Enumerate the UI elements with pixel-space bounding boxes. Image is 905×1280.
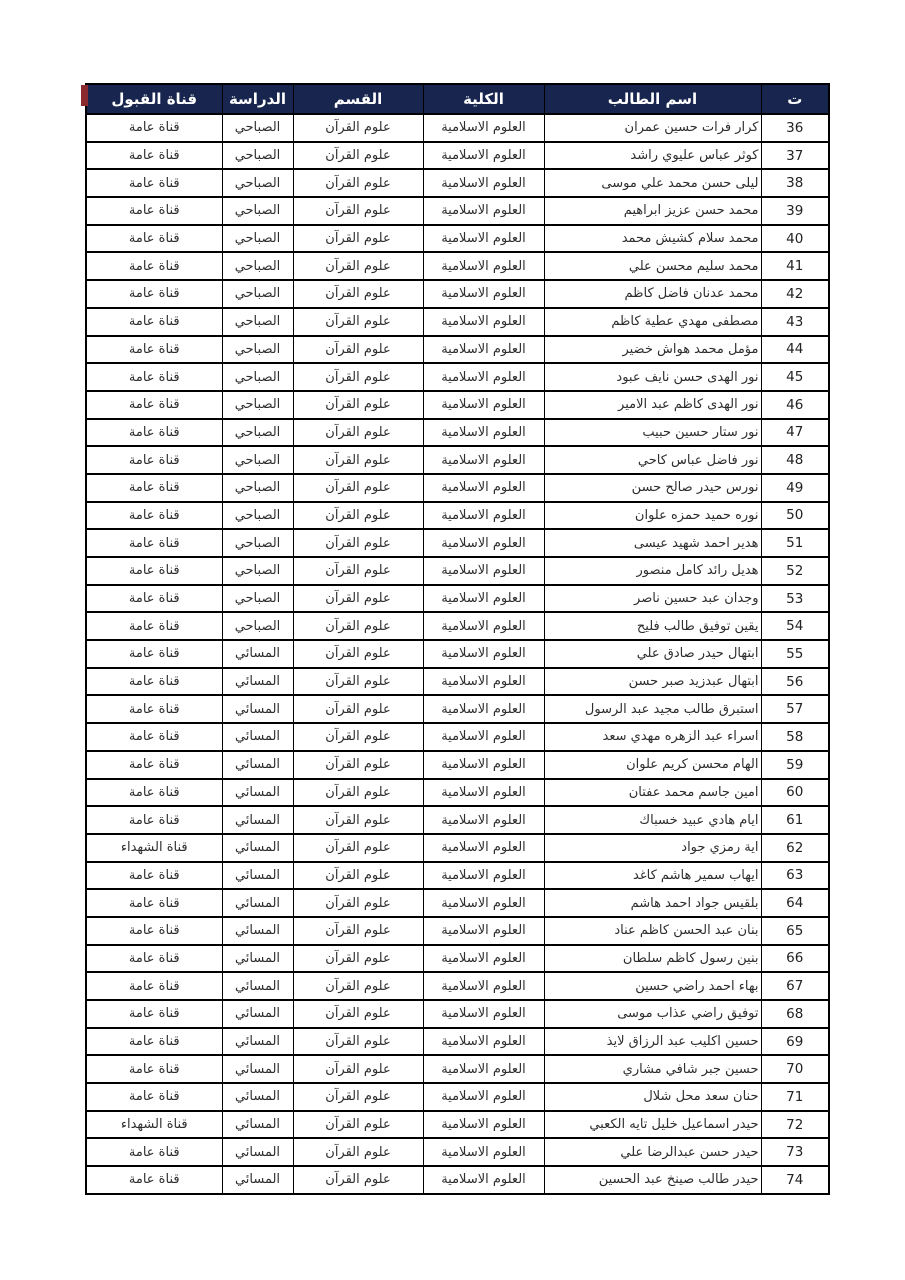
row-number: 62: [761, 834, 829, 862]
department: علوم القرآن: [293, 723, 423, 751]
table-row: [86, 585, 829, 613]
college: العلوم الاسلامية: [423, 446, 544, 474]
college: العلوم الاسلامية: [423, 169, 544, 197]
college: العلوم الاسلامية: [423, 363, 544, 391]
department: علوم القرآن: [293, 972, 423, 1000]
admission-channel: قناة عامة: [86, 252, 222, 280]
study-type: المسائي: [222, 1166, 293, 1194]
table-row: [86, 1000, 829, 1028]
admission-channel: قناة عامة: [86, 502, 222, 530]
study-type: المسائي: [222, 917, 293, 945]
department: علوم القرآن: [293, 1138, 423, 1166]
student-name: كرار فرات حسين عمران: [544, 114, 761, 142]
study-type: الصباحي: [222, 557, 293, 585]
table-row: [86, 779, 829, 807]
college: العلوم الاسلامية: [423, 1000, 544, 1028]
admission-channel: قناة عامة: [86, 225, 222, 253]
table-row: [86, 1055, 829, 1083]
department: علوم القرآن: [293, 336, 423, 364]
admission-channel: قناة عامة: [86, 142, 222, 170]
row-number: 52: [761, 557, 829, 585]
student-name: ليلى حسن محمد علي موسى: [544, 169, 761, 197]
header-number: ت: [761, 84, 829, 114]
college: العلوم الاسلامية: [423, 225, 544, 253]
student-name: اسراء عبد الزهره مهدي سعد: [544, 723, 761, 751]
row-number: 67: [761, 972, 829, 1000]
department: علوم القرآن: [293, 1111, 423, 1139]
study-type: المسائي: [222, 695, 293, 723]
study-type: المسائي: [222, 1138, 293, 1166]
row-number: 55: [761, 640, 829, 668]
student-name: ايام هادي عبيد خسباك: [544, 806, 761, 834]
student-name: نور فاضل عباس كاحي: [544, 446, 761, 474]
department: علوم القرآن: [293, 308, 423, 336]
admission-channel: قناة عامة: [86, 695, 222, 723]
college: العلوم الاسلامية: [423, 751, 544, 779]
student-name: مصطفى مهدي عطية كاظم: [544, 308, 761, 336]
admission-channel: قناة عامة: [86, 585, 222, 613]
student-name: ابتهال حيدر صادق علي: [544, 640, 761, 668]
row-number: 47: [761, 419, 829, 447]
student-name: محمد حسن عزيز ابراهيم: [544, 197, 761, 225]
college: العلوم الاسلامية: [423, 142, 544, 170]
table-row: [86, 945, 829, 973]
student-name: امين جاسم محمد عفتان: [544, 779, 761, 807]
row-number: 72: [761, 1111, 829, 1139]
study-type: الصباحي: [222, 142, 293, 170]
table-row: [86, 668, 829, 696]
college: العلوم الاسلامية: [423, 640, 544, 668]
student-name: اية رمزي جواد: [544, 834, 761, 862]
department: علوم القرآن: [293, 529, 423, 557]
table-row: [86, 557, 829, 585]
study-type: الصباحي: [222, 336, 293, 364]
row-number: 69: [761, 1028, 829, 1056]
table-row: [86, 1111, 829, 1139]
table-row: [86, 1083, 829, 1111]
table-row: [86, 308, 829, 336]
row-number: 51: [761, 529, 829, 557]
row-number: 50: [761, 502, 829, 530]
college: العلوم الاسلامية: [423, 391, 544, 419]
college: العلوم الاسلامية: [423, 280, 544, 308]
admission-channel: قناة عامة: [86, 308, 222, 336]
row-number: 42: [761, 280, 829, 308]
college: العلوم الاسلامية: [423, 945, 544, 973]
student-name: نوره حميد حمزه علوان: [544, 502, 761, 530]
table-row: [86, 419, 829, 447]
college: العلوم الاسلامية: [423, 419, 544, 447]
college: العلوم الاسلامية: [423, 1028, 544, 1056]
college: العلوم الاسلامية: [423, 502, 544, 530]
admission-channel: قناة عامة: [86, 419, 222, 447]
department: علوم القرآن: [293, 1028, 423, 1056]
row-number: 39: [761, 197, 829, 225]
row-number: 56: [761, 668, 829, 696]
student-name: حيدر اسماعيل خليل تايه الكعبي: [544, 1111, 761, 1139]
study-type: الصباحي: [222, 502, 293, 530]
student-name: هديل رائد كامل منصور: [544, 557, 761, 585]
admission-channel: قناة عامة: [86, 1028, 222, 1056]
row-number: 64: [761, 889, 829, 917]
admission-channel: قناة عامة: [86, 668, 222, 696]
header-study: الدراسة: [222, 84, 293, 114]
study-type: المسائي: [222, 945, 293, 973]
row-number: 66: [761, 945, 829, 973]
student-name: هدير احمد شهيد عيسى: [544, 529, 761, 557]
row-number: 48: [761, 446, 829, 474]
student-name: استبرق طالب مجيد عبد الرسول: [544, 695, 761, 723]
study-type: المسائي: [222, 751, 293, 779]
college: العلوم الاسلامية: [423, 972, 544, 1000]
study-type: الصباحي: [222, 529, 293, 557]
student-name: نور الهدى كاظم عبد الامير: [544, 391, 761, 419]
department: علوم القرآن: [293, 1000, 423, 1028]
table-row: [86, 225, 829, 253]
table-row: [86, 1028, 829, 1056]
college: العلوم الاسلامية: [423, 336, 544, 364]
table-row: [86, 751, 829, 779]
header-department: القسم: [293, 84, 423, 114]
admission-channel: قناة عامة: [86, 612, 222, 640]
admission-channel: قناة عامة: [86, 557, 222, 585]
row-number: 60: [761, 779, 829, 807]
admission-channel: قناة عامة: [86, 1083, 222, 1111]
student-name: محمد سليم محسن علي: [544, 252, 761, 280]
college: العلوم الاسلامية: [423, 1055, 544, 1083]
row-number: 59: [761, 751, 829, 779]
table-row: [86, 336, 829, 364]
student-name: بنين رسول كاظم سلطان: [544, 945, 761, 973]
student-name: بهاء احمد راضي حسين: [544, 972, 761, 1000]
table-row: [86, 806, 829, 834]
table-row: [86, 197, 829, 225]
student-name: وجدان عبد حسين ناصر: [544, 585, 761, 613]
admission-channel: قناة عامة: [86, 169, 222, 197]
row-number: 38: [761, 169, 829, 197]
admission-channel: قناة عامة: [86, 945, 222, 973]
study-type: المسائي: [222, 779, 293, 807]
admission-channel: قناة عامة: [86, 280, 222, 308]
study-type: الصباحي: [222, 363, 293, 391]
college: العلوم الاسلامية: [423, 862, 544, 890]
college: العلوم الاسلامية: [423, 695, 544, 723]
red-edge-mark: [81, 85, 88, 106]
study-type: المسائي: [222, 723, 293, 751]
college: العلوم الاسلامية: [423, 252, 544, 280]
students-table-container: [85, 83, 830, 1195]
student-name: توفيق راضي عذاب موسى: [544, 1000, 761, 1028]
college: العلوم الاسلامية: [423, 1138, 544, 1166]
college: العلوم الاسلامية: [423, 557, 544, 585]
admission-channel: قناة عامة: [86, 446, 222, 474]
study-type: الصباحي: [222, 197, 293, 225]
row-number: 45: [761, 363, 829, 391]
row-number: 44: [761, 336, 829, 364]
admission-channel: قناة عامة: [86, 723, 222, 751]
student-name: بنان عبد الحسن كاظم عناد: [544, 917, 761, 945]
admission-channel: قناة عامة: [86, 1138, 222, 1166]
table-row: [86, 446, 829, 474]
row-number: 73: [761, 1138, 829, 1166]
admission-channel: قناة عامة: [86, 806, 222, 834]
department: علوم القرآن: [293, 252, 423, 280]
study-type: الصباحي: [222, 474, 293, 502]
row-number: 41: [761, 252, 829, 280]
study-type: المسائي: [222, 1028, 293, 1056]
table-row: [86, 391, 829, 419]
header-student-name: اسم الطالب: [544, 84, 761, 114]
student-name: الهام محسن كريم علوان: [544, 751, 761, 779]
department: علوم القرآن: [293, 502, 423, 530]
admission-channel: قناة الشهداء: [86, 1111, 222, 1139]
student-name: نور الهدى حسن نايف عبود: [544, 363, 761, 391]
college: العلوم الاسلامية: [423, 917, 544, 945]
row-number: 70: [761, 1055, 829, 1083]
study-type: المسائي: [222, 640, 293, 668]
row-number: 68: [761, 1000, 829, 1028]
study-type: المسائي: [222, 1055, 293, 1083]
department: علوم القرآن: [293, 197, 423, 225]
study-type: الصباحي: [222, 280, 293, 308]
row-number: 36: [761, 114, 829, 142]
student-name: كوثر عباس عليوي راشد: [544, 142, 761, 170]
table-body: [86, 114, 829, 1194]
table-row: [86, 723, 829, 751]
table-row: [86, 862, 829, 890]
admission-channel: قناة عامة: [86, 197, 222, 225]
department: علوم القرآن: [293, 225, 423, 253]
college: العلوم الاسلامية: [423, 1166, 544, 1194]
row-number: 63: [761, 862, 829, 890]
department: علوم القرآن: [293, 779, 423, 807]
table-row: [86, 1138, 829, 1166]
study-type: المسائي: [222, 668, 293, 696]
department: علوم القرآن: [293, 474, 423, 502]
college: العلوم الاسلامية: [423, 612, 544, 640]
study-type: الصباحي: [222, 225, 293, 253]
row-number: 43: [761, 308, 829, 336]
college: العلوم الاسلامية: [423, 889, 544, 917]
row-number: 58: [761, 723, 829, 751]
student-name: مؤمل محمد هواش خضير: [544, 336, 761, 364]
department: علوم القرآن: [293, 640, 423, 668]
student-name: نورس حيدر صالح حسن: [544, 474, 761, 502]
study-type: المسائي: [222, 1111, 293, 1139]
table-row: [86, 142, 829, 170]
student-name: نور ستار حسين حبيب: [544, 419, 761, 447]
study-type: المسائي: [222, 1083, 293, 1111]
department: علوم القرآن: [293, 945, 423, 973]
college: العلوم الاسلامية: [423, 668, 544, 696]
row-number: 37: [761, 142, 829, 170]
department: علوم القرآن: [293, 1055, 423, 1083]
admission-channel: قناة عامة: [86, 779, 222, 807]
department: علوم القرآن: [293, 917, 423, 945]
student-name: بلقيس جواد احمد هاشم: [544, 889, 761, 917]
department: علوم القرآن: [293, 695, 423, 723]
admission-channel: قناة عامة: [86, 862, 222, 890]
row-number: 54: [761, 612, 829, 640]
department: علوم القرآن: [293, 280, 423, 308]
row-number: 57: [761, 695, 829, 723]
department: علوم القرآن: [293, 834, 423, 862]
row-number: 65: [761, 917, 829, 945]
admission-channel: قناة الشهداء: [86, 834, 222, 862]
study-type: الصباحي: [222, 585, 293, 613]
department: علوم القرآن: [293, 668, 423, 696]
admission-channel: قناة عامة: [86, 751, 222, 779]
study-type: الصباحي: [222, 308, 293, 336]
study-type: المسائي: [222, 862, 293, 890]
table-row: [86, 695, 829, 723]
admission-channel: قناة عامة: [86, 363, 222, 391]
college: العلوم الاسلامية: [423, 529, 544, 557]
student-name: ابتهال عبدزيد صبر حسن: [544, 668, 761, 696]
department: علوم القرآن: [293, 806, 423, 834]
college: العلوم الاسلامية: [423, 197, 544, 225]
table-row: [86, 363, 829, 391]
header-college: الكلية: [423, 84, 544, 114]
department: علوم القرآن: [293, 114, 423, 142]
admission-channel: قناة عامة: [86, 640, 222, 668]
header-admission-channel: قناة القبول: [86, 84, 222, 114]
table-row: [86, 474, 829, 502]
row-number: 53: [761, 585, 829, 613]
student-name: محمد سلام كشيش محمد: [544, 225, 761, 253]
college: العلوم الاسلامية: [423, 1083, 544, 1111]
row-number: 49: [761, 474, 829, 502]
department: علوم القرآن: [293, 889, 423, 917]
row-number: 71: [761, 1083, 829, 1111]
admission-channel: قناة عامة: [86, 114, 222, 142]
admission-channel: قناة عامة: [86, 1055, 222, 1083]
admission-channel: قناة عامة: [86, 1000, 222, 1028]
study-type: الصباحي: [222, 446, 293, 474]
admission-channel: قناة عامة: [86, 1166, 222, 1194]
study-type: الصباحي: [222, 391, 293, 419]
college: العلوم الاسلامية: [423, 585, 544, 613]
study-type: المسائي: [222, 806, 293, 834]
admission-channel: قناة عامة: [86, 474, 222, 502]
table-row: [86, 612, 829, 640]
table-row: [86, 252, 829, 280]
admission-channel: قناة عامة: [86, 336, 222, 364]
study-type: الصباحي: [222, 419, 293, 447]
student-name: حنان سعد محل شلال: [544, 1083, 761, 1111]
table-row: [86, 114, 829, 142]
admission-channel: قناة عامة: [86, 972, 222, 1000]
student-name: يقين توفيق طالب فليح: [544, 612, 761, 640]
department: علوم القرآن: [293, 557, 423, 585]
student-name: حسين اكليب عبد الرزاق لايذ: [544, 1028, 761, 1056]
table-row: [86, 834, 829, 862]
college: العلوم الاسلامية: [423, 1111, 544, 1139]
study-type: الصباحي: [222, 114, 293, 142]
department: علوم القرآن: [293, 446, 423, 474]
department: علوم القرآن: [293, 391, 423, 419]
table-row: [86, 1166, 829, 1194]
college: العلوم الاسلامية: [423, 114, 544, 142]
table-row: [86, 280, 829, 308]
row-number: 40: [761, 225, 829, 253]
table-row: [86, 889, 829, 917]
study-type: الصباحي: [222, 169, 293, 197]
student-name: حيدر حسن عبدالرضا علي: [544, 1138, 761, 1166]
admission-channel: قناة عامة: [86, 391, 222, 419]
study-type: الصباحي: [222, 252, 293, 280]
table-row: [86, 502, 829, 530]
college: العلوم الاسلامية: [423, 308, 544, 336]
department: علوم القرآن: [293, 169, 423, 197]
department: علوم القرآن: [293, 862, 423, 890]
department: علوم القرآن: [293, 419, 423, 447]
table-row: [86, 529, 829, 557]
department: علوم القرآن: [293, 751, 423, 779]
row-number: 74: [761, 1166, 829, 1194]
college: العلوم الاسلامية: [423, 806, 544, 834]
student-name: حسين جبر شافي مشاري: [544, 1055, 761, 1083]
student-name: ايهاب سمير هاشم كاغد: [544, 862, 761, 890]
study-type: الصباحي: [222, 612, 293, 640]
table-row: [86, 917, 829, 945]
table-row: [86, 972, 829, 1000]
table-row: [86, 169, 829, 197]
department: علوم القرآن: [293, 363, 423, 391]
department: علوم القرآن: [293, 142, 423, 170]
study-type: المسائي: [222, 834, 293, 862]
row-number: 61: [761, 806, 829, 834]
study-type: المسائي: [222, 889, 293, 917]
college: العلوم الاسلامية: [423, 474, 544, 502]
header-row: [86, 84, 829, 114]
college: العلوم الاسلامية: [423, 779, 544, 807]
department: علوم القرآن: [293, 1166, 423, 1194]
admission-channel: قناة عامة: [86, 917, 222, 945]
study-type: المسائي: [222, 972, 293, 1000]
department: علوم القرآن: [293, 612, 423, 640]
department: علوم القرآن: [293, 585, 423, 613]
table-row: [86, 640, 829, 668]
student-name: حيدر طالب صينخ عبد الحسين: [544, 1166, 761, 1194]
department: علوم القرآن: [293, 1083, 423, 1111]
admission-channel: قناة عامة: [86, 889, 222, 917]
college: العلوم الاسلامية: [423, 834, 544, 862]
students-table: [85, 83, 830, 1195]
row-number: 46: [761, 391, 829, 419]
admission-channel: قناة عامة: [86, 529, 222, 557]
study-type: المسائي: [222, 1000, 293, 1028]
student-name: محمد عدنان فاضل كاظم: [544, 280, 761, 308]
college: العلوم الاسلامية: [423, 723, 544, 751]
